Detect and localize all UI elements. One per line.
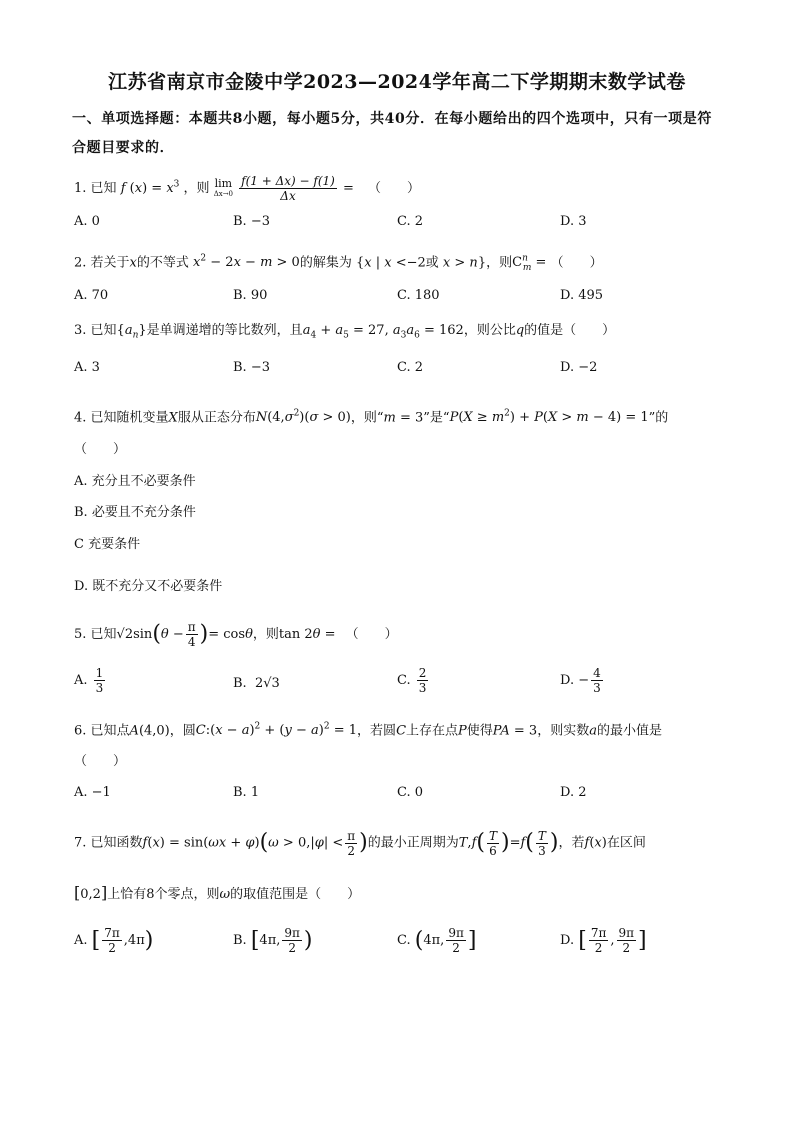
q1-option-c: C. 2 (397, 214, 424, 229)
q3-option-c: C. 2 (397, 360, 424, 375)
q3-option-d: D. −2 (560, 360, 598, 375)
q4-option-d: D. 既不充分又不必要条件 (74, 579, 223, 594)
question-4: 4. 已知随机变量X服从正态分布$N(4,\sigma^2)(\sigma > 0)$，则“m = 3”是“$P(X \ge m^2) + P(X > m - 4) = 1$”的 (74, 409, 669, 426)
q2-option-b: B. 90 (233, 288, 268, 303)
q1-option-d: D. 3 (560, 214, 587, 229)
exam-title: 江苏省南京市金陵中学2023—2024学年高二下学期期末数学试卷 (108, 71, 686, 93)
q1-options (74, 214, 724, 254)
q5-options (74, 666, 724, 708)
q1-option-b: B. −3 (233, 214, 270, 229)
q4-option-a: A. 充分且不必要条件 (74, 474, 196, 489)
q3-options (74, 360, 724, 400)
q7-option-d: D. [ $\frac{7\pi}{2}$ , $\frac{9\pi}{2}$ ] (560, 926, 647, 955)
q5-option-d: D. − $\frac{4}{3}$ (560, 666, 601, 695)
question-2: 2. 若关于x的不等式 $x^2 - 2x - m > 0$的解集为 {x | x <−2或 x > n}，则$C^n_m$ = （ ） (74, 254, 603, 273)
q7-option-c: C. (4π, $\frac{9\pi}{2}$ ] (397, 926, 477, 955)
q6-option-a: A. −1 (74, 785, 111, 800)
q7-option-a: A. [ $\frac{7\pi}{2}$ ,4π) (74, 926, 154, 955)
q7-line2: [0,2]上恰有8个零点，则ω的取值范围是（ ） (74, 883, 361, 902)
q4-blank: （ ） (74, 442, 127, 457)
q4-option-c: C 充要条件 (74, 537, 141, 552)
q5-option-a: A. $\frac{1}{3}$ (74, 666, 104, 695)
q1-limit: lim Δx→0 (213, 176, 234, 198)
q1-option-a: A. 0 (74, 214, 100, 229)
q7-option-b: B. [4π, $\frac{9\pi}{2}$ ) (233, 926, 313, 955)
question-5: 5. 已知√2sin(θ − $\frac{\pi}{4}$ )= cosθ，则tan 2θ = （ ） (74, 620, 398, 649)
q1-formula: f $(x) = x^3$ (120, 179, 180, 196)
q2-option-a: A. 70 (74, 288, 109, 303)
q6-option-d: D. 2 (560, 785, 587, 800)
q3-option-b: B. −3 (233, 360, 270, 375)
question-3: 3. 已知$\{a_n\}$是单调递增的等比数列，且$a_4 + a_5 = 27$, $a_3a_6 = 162$，则公比q的值是（ ） (74, 323, 616, 341)
q5-option-b: B. 2√3 (233, 676, 280, 691)
q2-option-c: C. 180 (397, 288, 440, 303)
q6-option-c: C. 0 (397, 785, 424, 800)
q6-option-b: B. 1 (233, 785, 260, 800)
q4-option-b: B. 必要且不充分条件 (74, 505, 196, 520)
question-1: 1. 已知 f $(x) = x^3$ ，则 lim Δx→0 $\frac{f(1 + \Delta x) - f(1)}{\Delta x}$ = （ ） (74, 174, 421, 203)
question-6: 6. 已知点A(4,0)，圆C:(x − $a)^2 + (y - a)^2 = 1$，若圆C上存在点P使得PA = 3，则实数a的最小值是 (74, 722, 662, 739)
q1-fraction: $\frac{f(1 + \Delta x) - f(1)}{\Delta x}$ (241, 174, 335, 203)
q7-options (74, 926, 724, 968)
q6-blank: （ ） (74, 754, 127, 769)
q2-option-d: D. 495 (560, 288, 604, 303)
q5-option-c: C. $\frac{2}{3}$ (397, 666, 427, 695)
q1-stem: 1. 已知 (74, 181, 117, 196)
question-7: 7. 已知函数f(x) = sin(ωx + φ)(ω > 0,|φ| < $\frac{\pi}{2}$ )的最小正周期为T,f( $\frac{T}{6}$ )=f( $\frac{T}{3}$ )，若f(x)在区间 (74, 828, 646, 858)
section-heading: 一、单项选择题：本题共8小题，每小题5分，共40分．在每小题给出的四个选项中，只有一项是符合题目要求的． (72, 111, 712, 156)
q6-options (74, 785, 724, 825)
q3-option-a: A. 3 (74, 360, 100, 375)
